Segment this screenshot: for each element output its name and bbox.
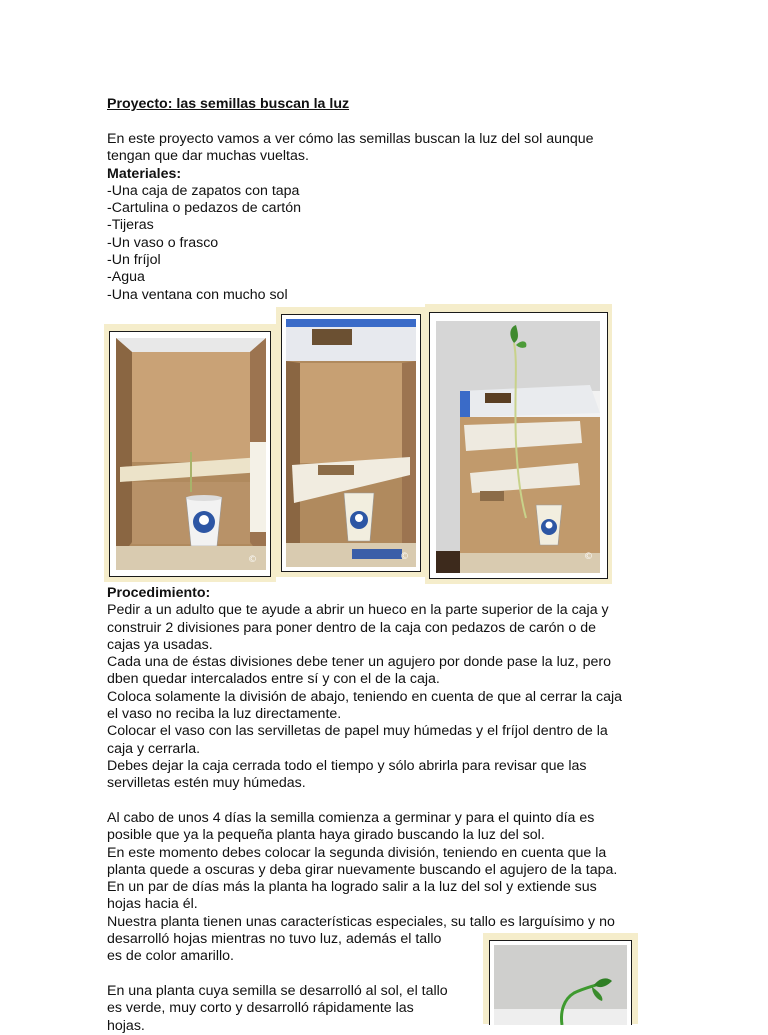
- text-line: Colocar el vaso con las servilletas de papel muy húmedas y el fríjol dentro de la: [107, 723, 608, 740]
- copyright-mark: ©: [584, 552, 593, 562]
- text-line: En un par de días más la planta ha logrado salir a la luz del sol y extiende sus: [107, 879, 597, 896]
- text-line: dben quedar intercalados entre sí y con el de la caja.: [107, 671, 440, 688]
- photo-frame: [104, 324, 276, 582]
- box-with-cup-photo: [109, 331, 271, 577]
- intro-paragraph: [107, 131, 667, 304]
- text-line: construir 2 divisiones para poner dentro de la caja con pedazos de carón o de: [107, 619, 596, 636]
- text-line: En este proyecto vamos a ver cómo las semillas buscan la luz del sol aunque: [107, 131, 594, 147]
- photo-frame: [276, 307, 426, 577]
- material-item: -Agua: [107, 269, 145, 286]
- green-seedling-photo: [489, 940, 632, 1025]
- text-line: Al cabo de unos 4 días la semilla comienza a germinar y para el quinto día es: [107, 810, 595, 826]
- text-line: desarrolló hojas mientras no tuvo luz, además el tallo: [107, 931, 442, 948]
- procedure-heading: Procedimiento:: [107, 585, 211, 601]
- text-line: tengan que dar muchas vueltas.: [107, 148, 309, 165]
- text-line: Pedir a un adulto que te ayude a abrir un hueco en la parte superior de la caja y: [107, 602, 609, 619]
- text-line: planta quede a oscuras y deba girar nuevamente buscando el agujero de la tapa.: [107, 861, 618, 878]
- text-line: posible que ya la pequeña planta haya girado buscando la luz del sol.: [107, 827, 545, 844]
- text-line: En una planta cuya semilla se desarrolló al sol, el tallo: [107, 983, 448, 999]
- material-item: -Cartulina o pedazos de cartón: [107, 200, 302, 217]
- text-line: Nuestra planta tienen unas características especiales, su tallo es larguísimo y no: [107, 913, 615, 930]
- comparison-paragraph: [107, 983, 487, 1035]
- photo-frame: [483, 933, 638, 1024]
- text-line: En este momento debes colocar la segunda división, teniendo en cuenta que la: [107, 844, 607, 861]
- material-item: -Un vaso o frasco: [107, 234, 219, 251]
- procedure-section: [107, 585, 667, 793]
- text-line: servilletas estén muy húmedas.: [107, 775, 306, 792]
- copyright-mark: ©: [248, 555, 257, 565]
- text-line: Debes dejar la caja cerrada todo el tiempo y sólo abrirla para revisar que las: [107, 757, 587, 774]
- material-item: -Un fríjol: [107, 252, 161, 269]
- text-line: Coloca solamente la división de abajo, teniendo en cuenta de que al cerrar la caja: [107, 688, 623, 705]
- material-item: -Una caja de zapatos con tapa: [107, 182, 300, 199]
- material-item: -Una ventana con mucho sol: [107, 286, 288, 303]
- box-plant-emerging-photo: [429, 312, 608, 579]
- text-line: el vaso no reciba la luz directamente.: [107, 706, 342, 723]
- box-one-division-photo: [281, 314, 421, 572]
- text-line: hojas.: [107, 1017, 145, 1034]
- photo-frame: [425, 304, 612, 584]
- text-line: cajas ya usadas.: [107, 636, 213, 653]
- text-line: es verde, muy corto y desarrolló rápidamente las: [107, 1000, 414, 1017]
- copyright-mark: ©: [400, 552, 409, 562]
- text-line: hojas hacia él.: [107, 896, 198, 913]
- text-line: caja y cerrarla.: [107, 740, 201, 757]
- text-line: es de color amarillo.: [107, 948, 234, 965]
- page-title: Proyecto: las semillas buscan la luz: [107, 96, 350, 112]
- materials-heading: Materiales:: [107, 165, 182, 182]
- text-line: Cada una de éstas divisiones debe tener un agujero por donde pase la luz, pero: [107, 654, 612, 671]
- material-item: -Tijeras: [107, 217, 154, 234]
